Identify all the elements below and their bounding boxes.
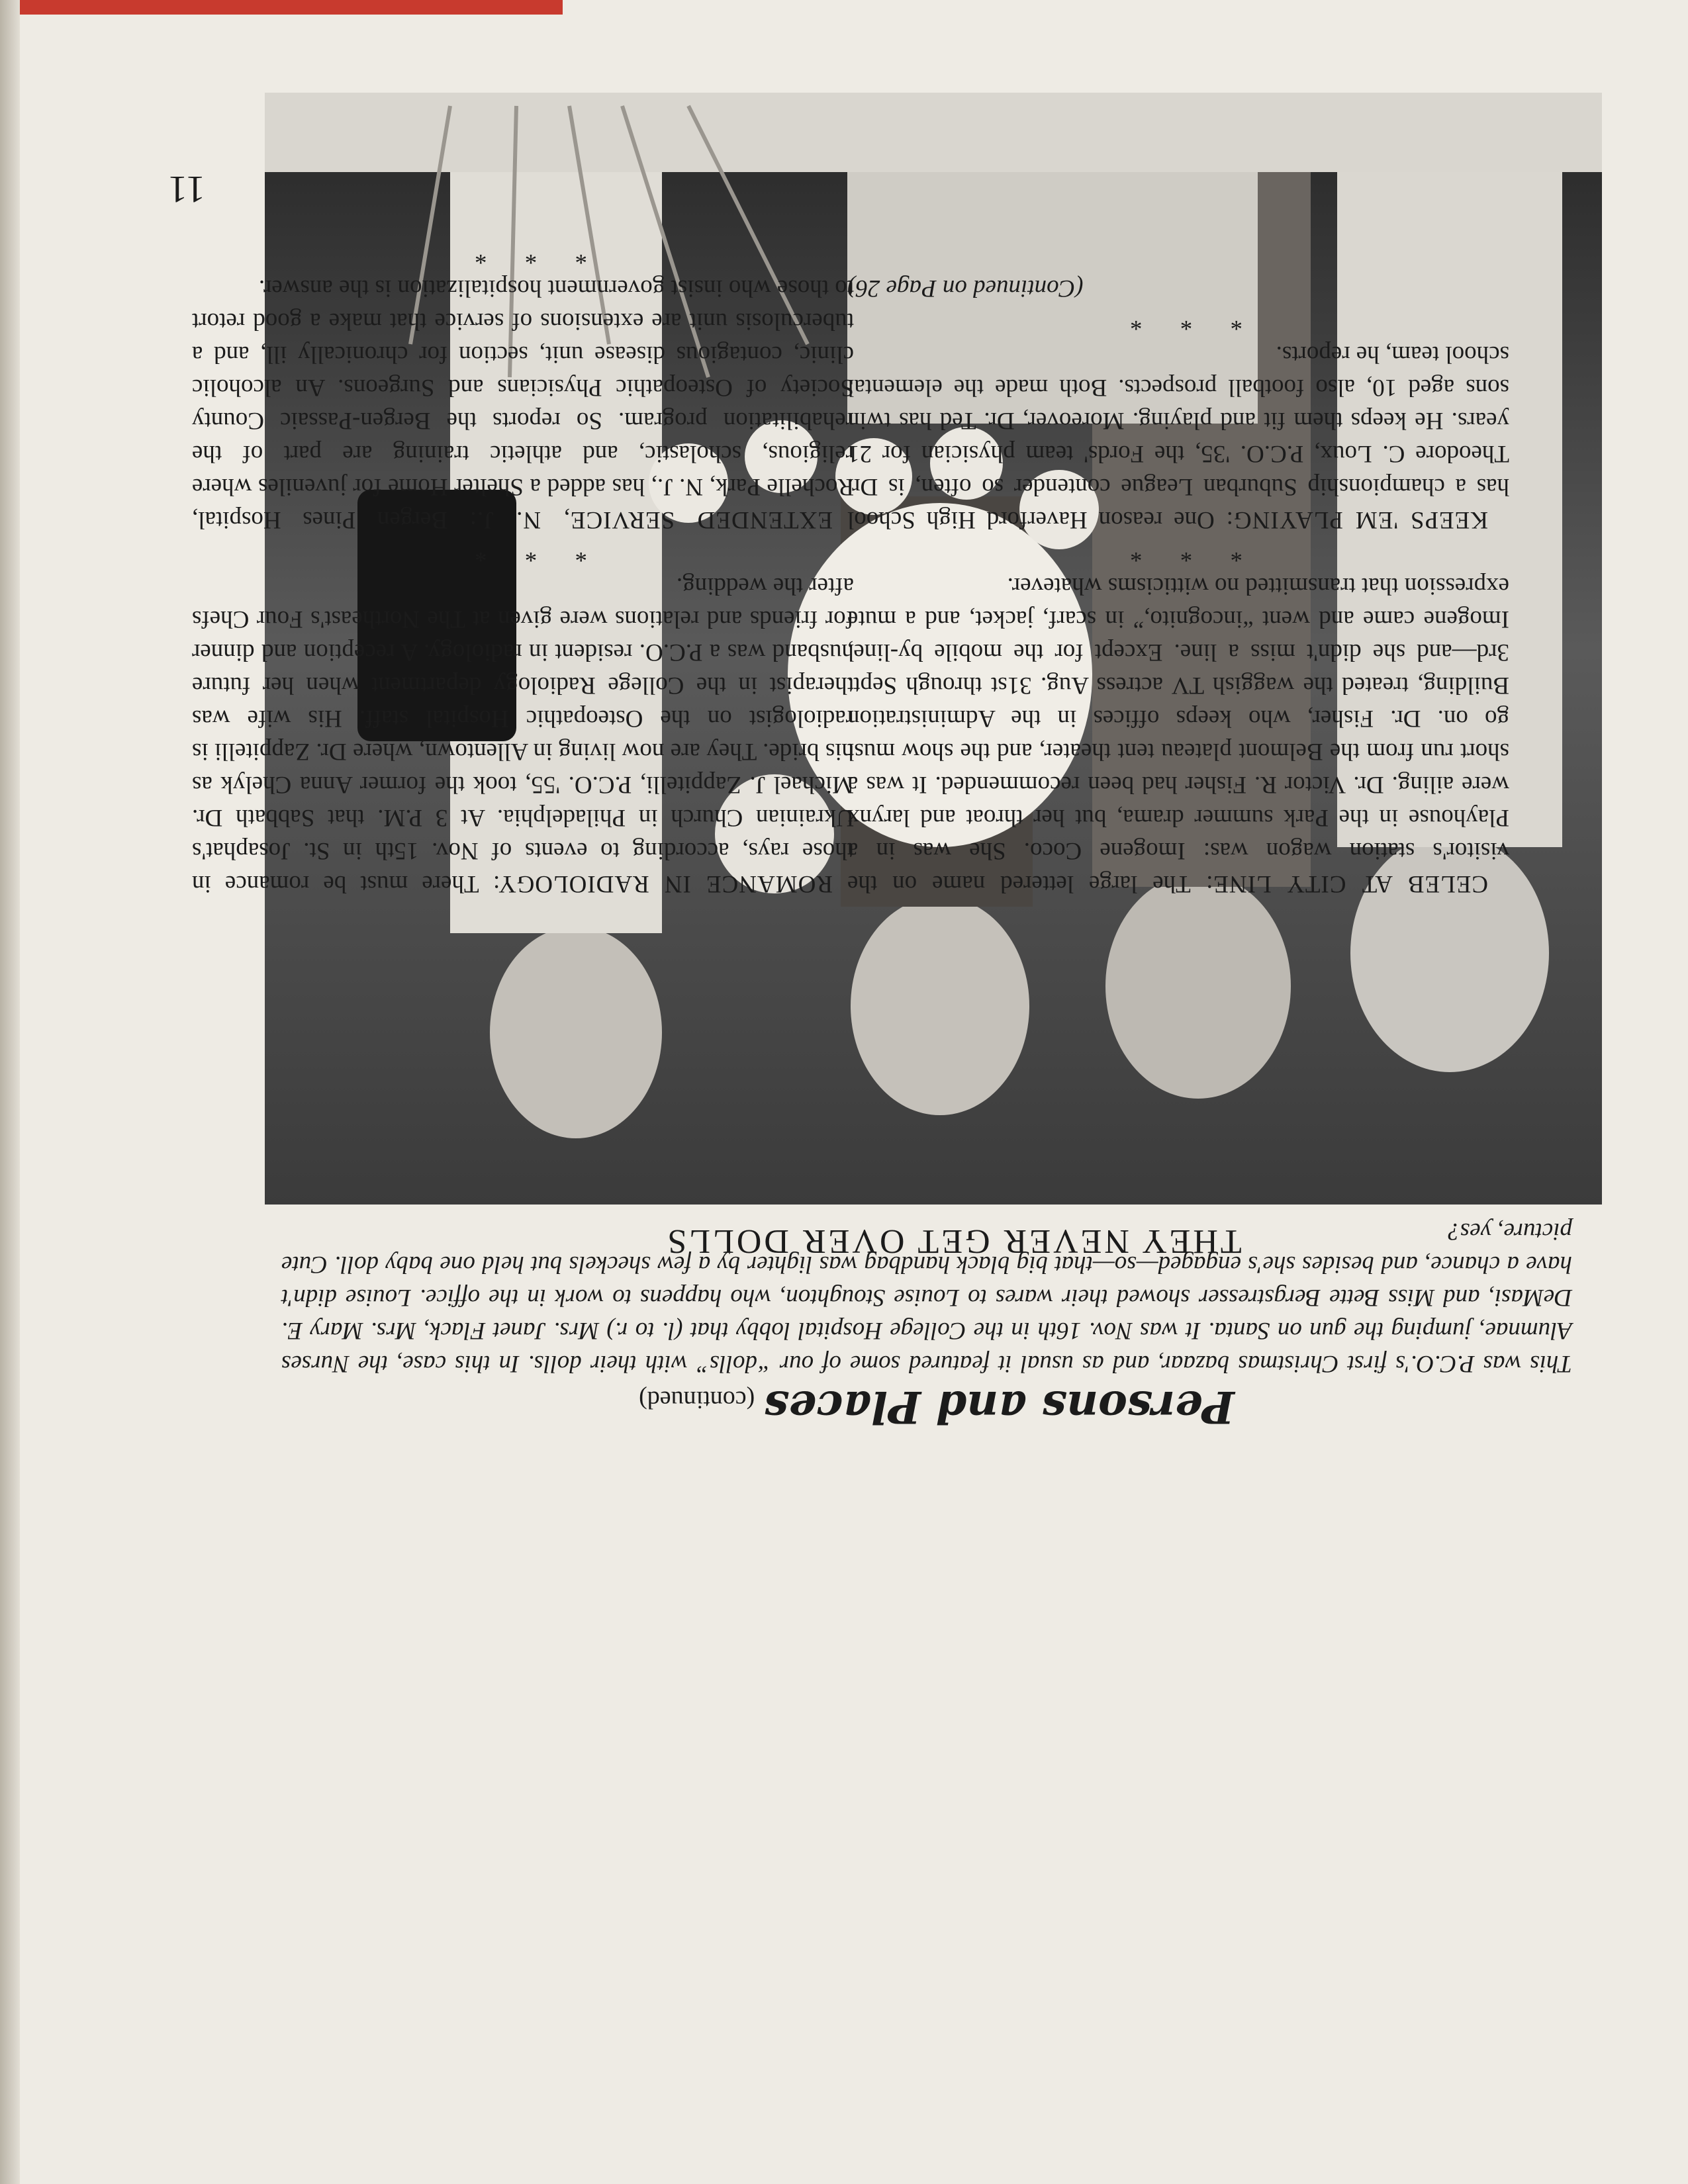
romance-heading: ROMANCE IN RADIOLOGY: — [492, 870, 833, 897]
celeb-article — [847, 569, 1509, 900]
section-subtitle: (continued) — [639, 1386, 755, 1414]
extended-article — [192, 271, 854, 536]
romance-text: There must be romance in those rays, according to events of Nov. 15th in St. Josaphat's Ukrainian Church in Philadelphia. At 3 P.M. that Sabbath Dr. Michael J. Zappitelli, P.C.O. '55, took the former Anna Chelyk as his bride. They are now living in Allentown, where Dr. Zappitelli is radiologist on the Osteopathic Hospital staff. His wife was therapist in the College Radiology department when her future husband was a P.C.O. resident in radiology. A reception and dinner for friends and relations were given at The Northeast's Four Chefs after the wedding. — [192, 572, 854, 897]
page-number: 11 — [168, 168, 205, 211]
celeb-text: The large lettered name on the visitor's station wagon was: Imogene Coco. She was in a Playhouse in the Park summer drama, but her throat and larynx were ailing. Dr. Victor R. Fisher had been recommended. It was a short run from the Belmont plateau tent theater, and the show must go on. Dr. Fisher, who keeps offices in the Administration Building, treated the waggish TV actress Aug. 31st through Sept. 3rd—and she didn't miss a line. Except for the mobile by-line, Imogene came and went “incognito,” in scarf, jacket, and a mute expression that transmitted no witticisms whatever. — [847, 572, 1509, 897]
keeps-text: One reason Haverford High School has a championship Suburban League contender so often, is Dr. Theodore C. Loux, P.C.O. '35, the Fords' team physician for 21 years. He keeps them fit and playing. Moreover, Dr. Ted has twin sons aged 10, also football prospects. Both made the elemental school team, he reports. — [847, 341, 1509, 533]
woman-head-3 — [851, 897, 1029, 1115]
extended-text: Bergen Pines Hospital, Rochelle Park, N. J., has added a Shelter Home for juveniles where religious, scholastic, and athletic training are part of the rehabilitation program. So reports the Bergen-Passaic County Society of Osteopathic Physicians and Surgeons. An alcoholic clinic, contagious disease unit, section for chronically ill, and a tuberculosis unit are extensions of service that make a good retort to those who insist government hospitalization is the answer. — [192, 275, 854, 533]
keeps-heading: KEEPS 'EM PLAYING: — [1225, 506, 1488, 533]
right-column — [192, 238, 854, 900]
separator-stars: * * * — [1114, 539, 1243, 567]
photo-title: THEY NEVER GET OVER DOLLS — [665, 1222, 1242, 1260]
woman-head-2 — [1105, 874, 1291, 1099]
woman-head-4 — [490, 927, 662, 1138]
separator-stars: * * * — [1114, 308, 1243, 335]
left-column — [847, 271, 1509, 900]
celeb-heading: CELEB AT CITY LINE: — [1205, 870, 1488, 897]
section-title: Persons and Places — [764, 1381, 1235, 1433]
extended-heading: EXTENDED SERVICE, N. J.: — [469, 506, 833, 533]
continued-note: (Continued on Page 26) — [847, 275, 1084, 302]
separator-stars: * * * — [459, 539, 587, 567]
section-heading — [185, 1381, 1688, 1433]
separator-stars: * * * — [459, 242, 587, 269]
photo-caption: This was P.C.O.'s first Christmas bazaar, and as usual it featured some of our “dolls” with their dolls. In this case, the Nurses Alumnae, jumping the gun on Santa. It was Nov. 16th in the College Hospital lobby that (l. to r.) Mrs. Janet Flack, Mrs. Mary E. DeMasi, and Miss Bette Bergstresser showed their wares to Louise Stoughton, who happens to work in the office. Louise didn't have a chance, and besides she's engaged—so—that big black handbag was lighter by a few sheckels but held one baby doll. Cute picture, yes? — [281, 1218, 1572, 1377]
keeps-article — [847, 338, 1509, 536]
romance-article — [192, 569, 854, 900]
